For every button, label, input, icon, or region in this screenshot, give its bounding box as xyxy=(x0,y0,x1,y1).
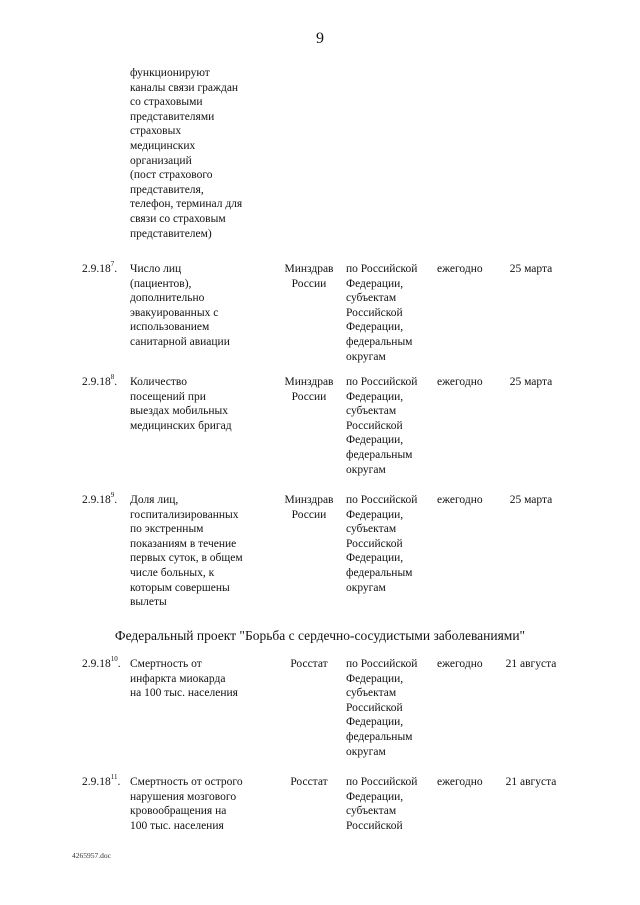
responsible-agency xyxy=(274,775,344,790)
text-line: связи со страховым xyxy=(130,212,226,225)
text-line: Смертность от острого xyxy=(130,776,243,788)
row-number xyxy=(82,375,130,390)
text-line: Доля лиц, xyxy=(130,494,179,506)
submission-date: 25 марта xyxy=(509,376,553,388)
text-line: Российской xyxy=(346,701,403,714)
row-number-suffix: . xyxy=(114,263,118,275)
text-line: 100 тыс. населения xyxy=(130,819,224,832)
text-line: функционируют xyxy=(130,67,210,79)
text-line: Федерации, xyxy=(346,277,404,290)
continuation-text xyxy=(130,66,270,241)
disaggregation-level xyxy=(346,657,436,759)
responsible-agency xyxy=(274,657,344,672)
text-line: Минздрав xyxy=(284,494,334,506)
indicator-name xyxy=(130,775,270,833)
text-line: Федерации, xyxy=(346,552,404,565)
text-line: числе больных, к xyxy=(130,566,215,579)
text-line: Федерации, xyxy=(346,716,404,729)
row-number-base: 2.9.18 xyxy=(82,658,111,670)
text-line: по Российской xyxy=(346,376,418,388)
text-line: дополнительно xyxy=(130,292,205,305)
text-line: субъектам xyxy=(346,805,397,818)
text-line: использованием xyxy=(130,321,210,334)
submission-date: 25 марта xyxy=(509,263,553,275)
indicator-name xyxy=(130,262,270,350)
text-line: на 100 тыс. населения xyxy=(130,687,238,700)
text-line: Федерации, xyxy=(346,390,404,403)
text-line: каналы связи граждан xyxy=(130,81,239,94)
text-line: представителем) xyxy=(130,227,212,240)
text-line: медицинских xyxy=(130,139,196,152)
text-line: Федерации, xyxy=(346,672,404,685)
text-line: телефон, терминал для xyxy=(130,198,243,211)
row-number-base: 2.9.18 xyxy=(82,376,111,388)
text-line: Росстат xyxy=(290,776,328,788)
frequency: ежегодно xyxy=(437,776,483,788)
text-line: со страховыми xyxy=(130,96,203,109)
text-line: по Российской xyxy=(346,658,418,670)
text-line: федеральным xyxy=(346,335,413,348)
text-line: Российской xyxy=(346,419,403,432)
text-line: федеральным xyxy=(346,730,413,743)
text-line: по экстренным xyxy=(130,523,204,536)
text-line: федеральным xyxy=(346,448,413,461)
page-number: 9 xyxy=(316,30,324,47)
text-line: Российской xyxy=(346,306,403,319)
row-number-superscript: 7 xyxy=(110,260,115,269)
row-number xyxy=(82,493,130,508)
text-line: федеральным xyxy=(346,566,413,579)
responsible-agency xyxy=(274,262,344,291)
text-line: субъектам xyxy=(346,292,397,305)
text-line: России xyxy=(291,277,327,290)
row-number-superscript: 11 xyxy=(110,773,118,782)
text-line: представителями xyxy=(130,110,215,123)
text-line: округам xyxy=(346,745,386,758)
text-line: посещений при xyxy=(130,390,206,403)
text-line: Российской xyxy=(346,819,403,832)
text-line: Федерации, xyxy=(346,434,404,447)
row-number-suffix: . xyxy=(114,376,118,388)
text-line: первых суток, в общем xyxy=(130,552,243,565)
text-line: организаций xyxy=(130,154,192,167)
text-line: Количество xyxy=(130,376,187,388)
row-number-superscript: 10 xyxy=(110,655,118,664)
frequency: ежегодно xyxy=(437,376,483,388)
text-line: Минздрав xyxy=(284,263,334,275)
text-line: субъектам xyxy=(346,687,397,700)
text-line: вылеты xyxy=(130,596,167,609)
indicator-name xyxy=(130,493,270,610)
text-line: Росстат xyxy=(290,658,328,670)
text-line: Число лиц xyxy=(130,263,182,275)
row-number-suffix: . xyxy=(117,658,121,670)
submission-date: 21 августа xyxy=(505,776,557,788)
submission-date: 21 августа xyxy=(505,658,557,670)
text-line: округам xyxy=(346,463,386,476)
text-line: инфаркта миокарда xyxy=(130,672,226,685)
row-number xyxy=(82,775,130,790)
row-number-suffix: . xyxy=(114,494,118,506)
text-line: округам xyxy=(346,350,386,363)
frequency: ежегодно xyxy=(437,494,483,506)
responsible-agency xyxy=(274,375,344,404)
text-line: России xyxy=(291,508,327,521)
text-line: Федерации, xyxy=(346,321,404,334)
text-line: Минздрав xyxy=(284,376,334,388)
text-line: округам xyxy=(346,581,386,594)
text-line: санитарной авиации xyxy=(130,335,230,348)
disaggregation-level xyxy=(346,493,436,595)
disaggregation-level xyxy=(346,775,436,833)
text-line: Российской xyxy=(346,537,403,550)
section-title: Федеральный проект "Борьба с сердечно-сосудистыми заболеваниями" xyxy=(114,628,526,643)
row-number-base: 2.9.18 xyxy=(82,494,111,506)
text-line: Федерации, xyxy=(346,508,404,521)
text-line: по Российской xyxy=(346,494,418,506)
text-line: по Российской xyxy=(346,263,418,275)
indicator-name xyxy=(130,657,270,701)
text-line: (пост страхового xyxy=(130,169,213,182)
text-line: нарушения мозгового xyxy=(130,790,237,803)
text-line: Федерации, xyxy=(346,790,404,803)
row-number-base: 2.9.18 xyxy=(82,776,111,788)
indicator-name xyxy=(130,375,270,433)
frequency: ежегодно xyxy=(437,263,483,275)
text-line: страховых xyxy=(130,125,182,138)
frequency: ежегодно xyxy=(437,658,483,670)
text-line: представителя, xyxy=(130,183,204,196)
text-line: России xyxy=(291,390,327,403)
submission-date: 25 марта xyxy=(509,494,553,506)
text-line: медицинских бригад xyxy=(130,419,232,432)
text-line: выездах мобильных xyxy=(130,405,228,418)
row-number-superscript: 9 xyxy=(110,491,115,500)
text-line: субъектам xyxy=(346,405,397,418)
text-line: Смертность от xyxy=(130,658,202,670)
text-line: госпитализированных xyxy=(130,508,239,521)
row-number xyxy=(82,262,130,277)
disaggregation-level xyxy=(346,262,436,364)
text-line: которым совершены xyxy=(130,581,230,594)
text-line: эвакуированных с xyxy=(130,306,219,319)
row-number-suffix: . xyxy=(117,776,121,788)
text-line: кровообращения на xyxy=(130,805,227,818)
text-line: субъектам xyxy=(346,523,397,536)
disaggregation-level xyxy=(346,375,436,477)
text-line: показаниям в течение xyxy=(130,537,237,550)
responsible-agency xyxy=(274,493,344,522)
row-number-superscript: 8 xyxy=(110,373,115,382)
row-number-base: 2.9.18 xyxy=(82,263,111,275)
text-line: (пациентов), xyxy=(130,277,192,290)
text-line: по Российской xyxy=(346,776,418,788)
row-number xyxy=(82,657,130,672)
footer-filename: 4265957.doc xyxy=(72,851,111,860)
